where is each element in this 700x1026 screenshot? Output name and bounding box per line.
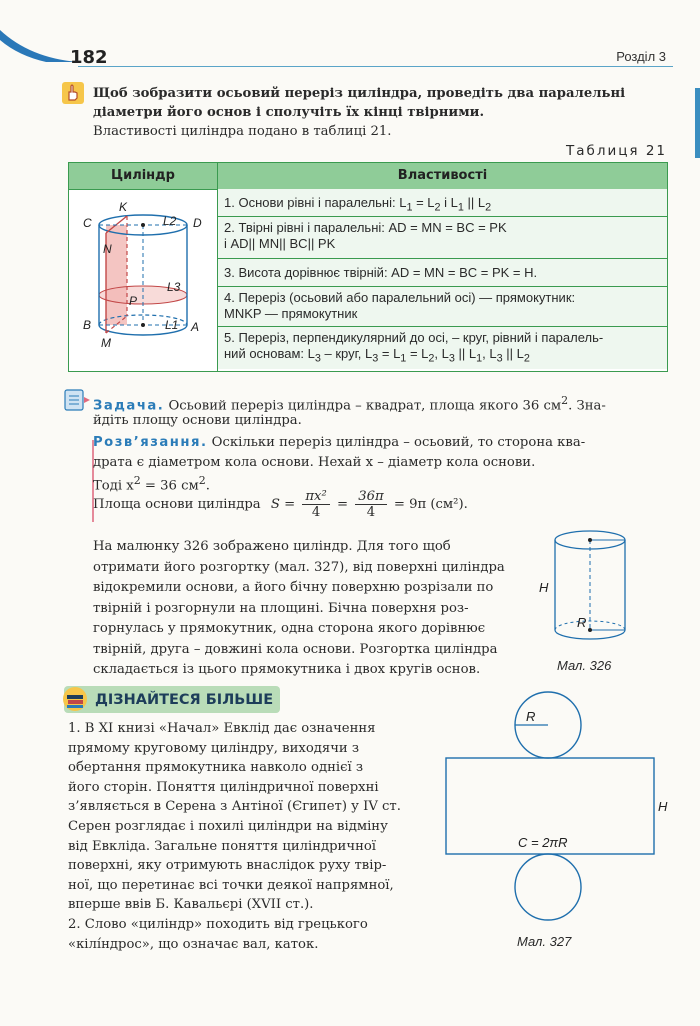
body-paragraph: На малюнку 326 зображено циліндр. Для того щоб отримати його розгортку (мал. 327), від поверхні циліндра відокремили основи, а його бічну поверхню розрізали по твірній і розгорнули на площині. Бічна поверхня роз- горнулась у прямокутник, одна сторона якого дорівнює твірній, друга – довжині кола основи. Розгортка циліндра складається із цього прямокутника і двох кругів основ.: [93, 539, 505, 677]
learn-more-title: ДІЗНАЙТЕСЯ БІЛЬШЕ: [95, 692, 274, 708]
solution-line-3: Тоді $x^2 = 36$ $см^2$.: [93, 474, 210, 494]
fig327-h: H: [658, 799, 668, 814]
area-formula: Площа основи циліндра S = $\frac{\text{πx²}}{4}$ = $\frac{36\pi}{4}$ = 9π (см²).: [93, 489, 468, 520]
properties-table: [68, 162, 668, 372]
page-number: 182: [70, 47, 108, 68]
label-a: A: [191, 320, 200, 334]
label-l3: L3: [167, 280, 181, 294]
table-label: Таблиця 21: [565, 143, 667, 159]
figure-326-cylinder: [535, 522, 645, 654]
cylinder-figure: [69, 189, 218, 371]
cylinder-drawing: [69, 189, 217, 371]
label-d: D: [193, 216, 202, 230]
label-k: K: [119, 200, 128, 214]
label-b: B: [83, 318, 92, 332]
label-m: M: [101, 336, 111, 350]
figure-327-net: [440, 685, 670, 935]
task-line-2: йдіть площу основи циліндра.: [93, 413, 302, 428]
table-header-properties: Властивості: [218, 163, 667, 190]
property-row-2: 2. Твірні рівні і паралельні: AD = MN = BC = PK і AD|| MN|| BC|| PK: [218, 217, 667, 259]
label-p: P: [129, 294, 138, 308]
intro-normal-line: Властивості циліндра подано в таблиці 21.: [93, 124, 392, 139]
side-tab: [695, 88, 700, 158]
property-row-5: 5. Переріз, перпендикулярний до осі, – круг, рівний і паралель- ний основам: $L_3$ – круг, $L_3 = L_1 = L_2$, $L_3$ || $L_1$, $L_3$ || $L_2$: [218, 327, 667, 369]
fig327-r: R: [526, 709, 536, 724]
fig327-c: C = 2πR: [518, 835, 568, 850]
task-line-1: Задача. Осьовий переріз циліндра – квадрат, площа якого 36 $см^2$. Зна-: [93, 394, 606, 414]
figure-326-caption: Мал. 326: [557, 658, 612, 673]
learn-more-text: 1. В XI книзі «Начал» Евклід дає означення прямому круговому циліндру, виходячи з обертання прямокутника навколо однієї з його сторін. Поняття циліндричної поверхні з’являється в Серена з Антіної (Єгипет) у IV ст. Серен розглядає і похилі циліндри на відміну від Евкліда. Загальне поняття циліндричної поверхні, яку отримують внаслідок руху твір- ної, що перетинає всі точки деякої напрямної, вперше ввів Б. Кавальєрі (XVII ст.). 2. Слово «циліндр» походить від грецького «кілíндрос», що означає вал, каток.: [68, 721, 401, 952]
figure-327-caption: Мал. 327: [517, 934, 572, 949]
property-row-1: 1. Основи рівні і паралельні: $L_1 = L_2$ і $L_1$ || $L_2$: [218, 189, 667, 217]
header-rule: [78, 66, 673, 67]
intro-bold-line-2: діаметри його основ і сполучіть їх кінці твірними.: [93, 105, 485, 120]
label-c: C: [83, 216, 92, 230]
intro-bold-line-1: Щоб зобразити осьовий переріз циліндра, проведіть два паралельні: [93, 86, 626, 101]
books-icon: [62, 686, 90, 712]
property-row-4: 4. Переріз (осьовий або паралельний осі) — прямокутник: MNKP — прямокутник: [218, 287, 667, 327]
label-n: N: [103, 242, 112, 256]
pointing-hand-icon: [62, 82, 84, 104]
solution-line-2: драта є діаметром кола основи. Нехай x – діаметр кола основи.: [93, 455, 536, 470]
label-l1: L1: [165, 318, 179, 332]
table-header-cylinder: Циліндр: [69, 163, 218, 190]
corner-decoration: [0, 0, 78, 62]
property-row-3: 3. Висота дорівнює твірній: AD = MN = BC = PK = H.: [218, 259, 667, 287]
label-l2: L2: [163, 214, 177, 228]
solution-line-1: Розв’язання. Оскільки переріз циліндра – осьовий, то сторона ква-: [93, 435, 586, 450]
fig326-r: R: [577, 615, 587, 630]
task-icon: [64, 388, 90, 412]
fig326-h: H: [539, 580, 549, 595]
section-label: Розділ 3: [616, 49, 666, 64]
